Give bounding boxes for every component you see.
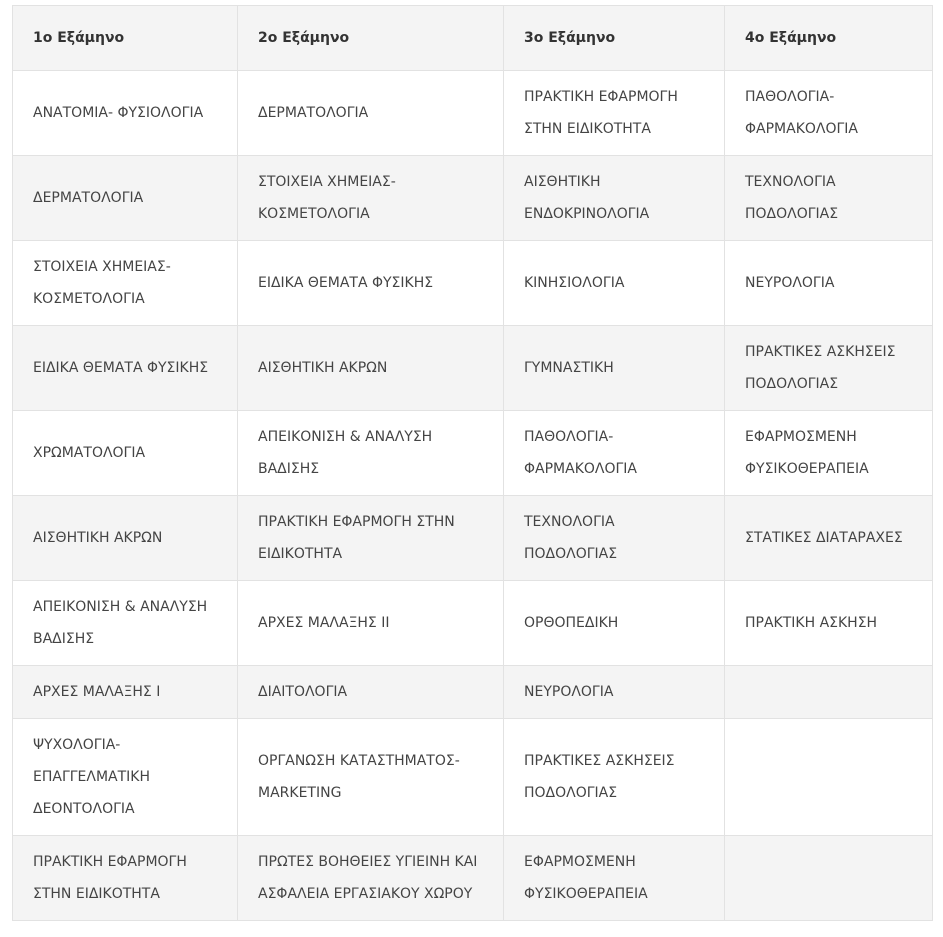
table-cell	[725, 836, 933, 921]
curriculum-table	[12, 5, 933, 921]
table-cell: ΑΙΣΘΗΤΙΚΗ ΕΝΔΟΚΡΙΝΟΛΟΓΙΑ	[504, 156, 725, 241]
table-row	[13, 496, 933, 581]
table-cell: ΠΑΘΟΛΟΓΙΑ- ΦΑΡΜΑΚΟΛΟΓΙΑ	[504, 411, 725, 496]
table-cell: ΠΡΑΚΤΙΚΕΣ ΑΣΚΗΣΕΙΣ ΠΟΔΟΛΟΓΙΑΣ	[504, 719, 725, 836]
table-cell: ΝΕΥΡΟΛΟΓΙΑ	[725, 241, 933, 326]
table-row	[13, 326, 933, 411]
table-cell: ΑΙΣΘΗΤΙΚΗ ΑΚΡΩΝ	[13, 496, 238, 581]
table-cell: ΔΕΡΜΑΤΟΛΟΓΙΑ	[238, 71, 504, 156]
header-semester-2: 2ο Εξάμηνο	[238, 6, 504, 71]
header-semester-3: 3ο Εξάμηνο	[504, 6, 725, 71]
table-row	[13, 156, 933, 241]
table-cell: ΠΡΑΚΤΙΚΕΣ ΑΣΚΗΣΕΙΣ ΠΟΔΟΛΟΓΙΑΣ	[725, 326, 933, 411]
table-cell: ΑΡΧΕΣ ΜΑΛΑΞΗΣ ΙΙ	[238, 581, 504, 666]
table-cell: ΠΡΩΤΕΣ ΒΟΗΘΕΙΕΣ ΥΓΙΕΙΝΗ ΚΑΙ ΑΣΦΑΛΕΙΑ ΕΡΓΑΣΙΑΚΟΥ ΧΩΡΟΥ	[238, 836, 504, 921]
table-cell: ΨΥΧΟΛΟΓΙΑ- ΕΠΑΓΓΕΛΜΑΤΙΚΗ ΔΕΟΝΤΟΛΟΓΙΑ	[13, 719, 238, 836]
table-cell: ΣΤΑΤΙΚΕΣ ΔΙΑΤΑΡΑΧΕΣ	[725, 496, 933, 581]
table-cell: ΟΡΓΑΝΩΣΗ ΚΑΤΑΣΤΗΜΑΤΟΣ- MARKETING	[238, 719, 504, 836]
table-cell: ΤΕΧΝΟΛΟΓΙΑ ΠΟΔΟΛΟΓΙΑΣ	[725, 156, 933, 241]
table-cell: ΚΙΝΗΣΙΟΛΟΓΙΑ	[504, 241, 725, 326]
table-cell	[725, 719, 933, 836]
table-cell: ΑΝΑΤΟΜΙΑ- ΦΥΣΙΟΛΟΓΙΑ	[13, 71, 238, 156]
table-cell: ΧΡΩΜΑΤΟΛΟΓΙΑ	[13, 411, 238, 496]
table-cell: ΑΠΕΙΚΟΝΙΣΗ & ΑΝΑΛΥΣΗ ΒΑΔΙΣΗΣ	[238, 411, 504, 496]
table-cell: ΔΙΑΙΤΟΛΟΓΙΑ	[238, 666, 504, 719]
table-header-row	[13, 6, 933, 71]
table-cell	[725, 666, 933, 719]
table-cell: ΠΡΑΚΤΙΚΗ ΕΦΑΡΜΟΓΗ ΣΤΗΝ ΕΙΔΙΚΟΤΗΤΑ	[238, 496, 504, 581]
table-row	[13, 666, 933, 719]
table-cell: ΟΡΘΟΠΕΔΙΚΗ	[504, 581, 725, 666]
table-cell: ΕΦΑΡΜΟΣΜΕΝΗ ΦΥΣΙΚΟΘΕΡΑΠΕΙΑ	[504, 836, 725, 921]
curriculum-table-container	[12, 5, 932, 921]
header-semester-4: 4ο Εξάμηνο	[725, 6, 933, 71]
table-cell: ΤΕΧΝΟΛΟΓΙΑ ΠΟΔΟΛΟΓΙΑΣ	[504, 496, 725, 581]
table-cell: ΑΠΕΙΚΟΝΙΣΗ & ΑΝΑΛΥΣΗ ΒΑΔΙΣΗΣ	[13, 581, 238, 666]
table-cell: ΕΙΔΙΚΑ ΘΕΜΑΤΑ ΦΥΣΙΚΗΣ	[238, 241, 504, 326]
table-cell: ΕΦΑΡΜΟΣΜΕΝΗ ΦΥΣΙΚΟΘΕΡΑΠΕΙΑ	[725, 411, 933, 496]
table-row	[13, 719, 933, 836]
table-row	[13, 581, 933, 666]
table-cell: ΑΡΧΕΣ ΜΑΛΑΞΗΣ Ι	[13, 666, 238, 719]
table-cell: ΑΙΣΘΗΤΙΚΗ ΑΚΡΩΝ	[238, 326, 504, 411]
table-cell: ΠΡΑΚΤΙΚΗ ΕΦΑΡΜΟΓΗ ΣΤΗΝ ΕΙΔΙΚΟΤΗΤΑ	[13, 836, 238, 921]
table-cell: ΓΥΜΝΑΣΤΙΚΗ	[504, 326, 725, 411]
table-cell: ΕΙΔΙΚΑ ΘΕΜΑΤΑ ΦΥΣΙΚΗΣ	[13, 326, 238, 411]
table-cell: ΠΑΘΟΛΟΓΙΑ- ΦΑΡΜΑΚΟΛΟΓΙΑ	[725, 71, 933, 156]
table-cell: ΣΤΟΙΧΕΙΑ ΧΗΜΕΙΑΣ- ΚΟΣΜΕΤΟΛΟΓΙΑ	[13, 241, 238, 326]
table-cell: ΣΤΟΙΧΕΙΑ ΧΗΜΕΙΑΣ- ΚΟΣΜΕΤΟΛΟΓΙΑ	[238, 156, 504, 241]
table-cell: ΝΕΥΡΟΛΟΓΙΑ	[504, 666, 725, 719]
table-row	[13, 836, 933, 921]
table-cell: ΠΡΑΚΤΙΚΗ ΑΣΚΗΣΗ	[725, 581, 933, 666]
header-semester-1: 1ο Εξάμηνο	[13, 6, 238, 71]
table-row	[13, 411, 933, 496]
table-row	[13, 71, 933, 156]
table-row	[13, 241, 933, 326]
table-cell: ΠΡΑΚΤΙΚΗ ΕΦΑΡΜΟΓΗ ΣΤΗΝ ΕΙΔΙΚΟΤΗΤΑ	[504, 71, 725, 156]
table-cell: ΔΕΡΜΑΤΟΛΟΓΙΑ	[13, 156, 238, 241]
